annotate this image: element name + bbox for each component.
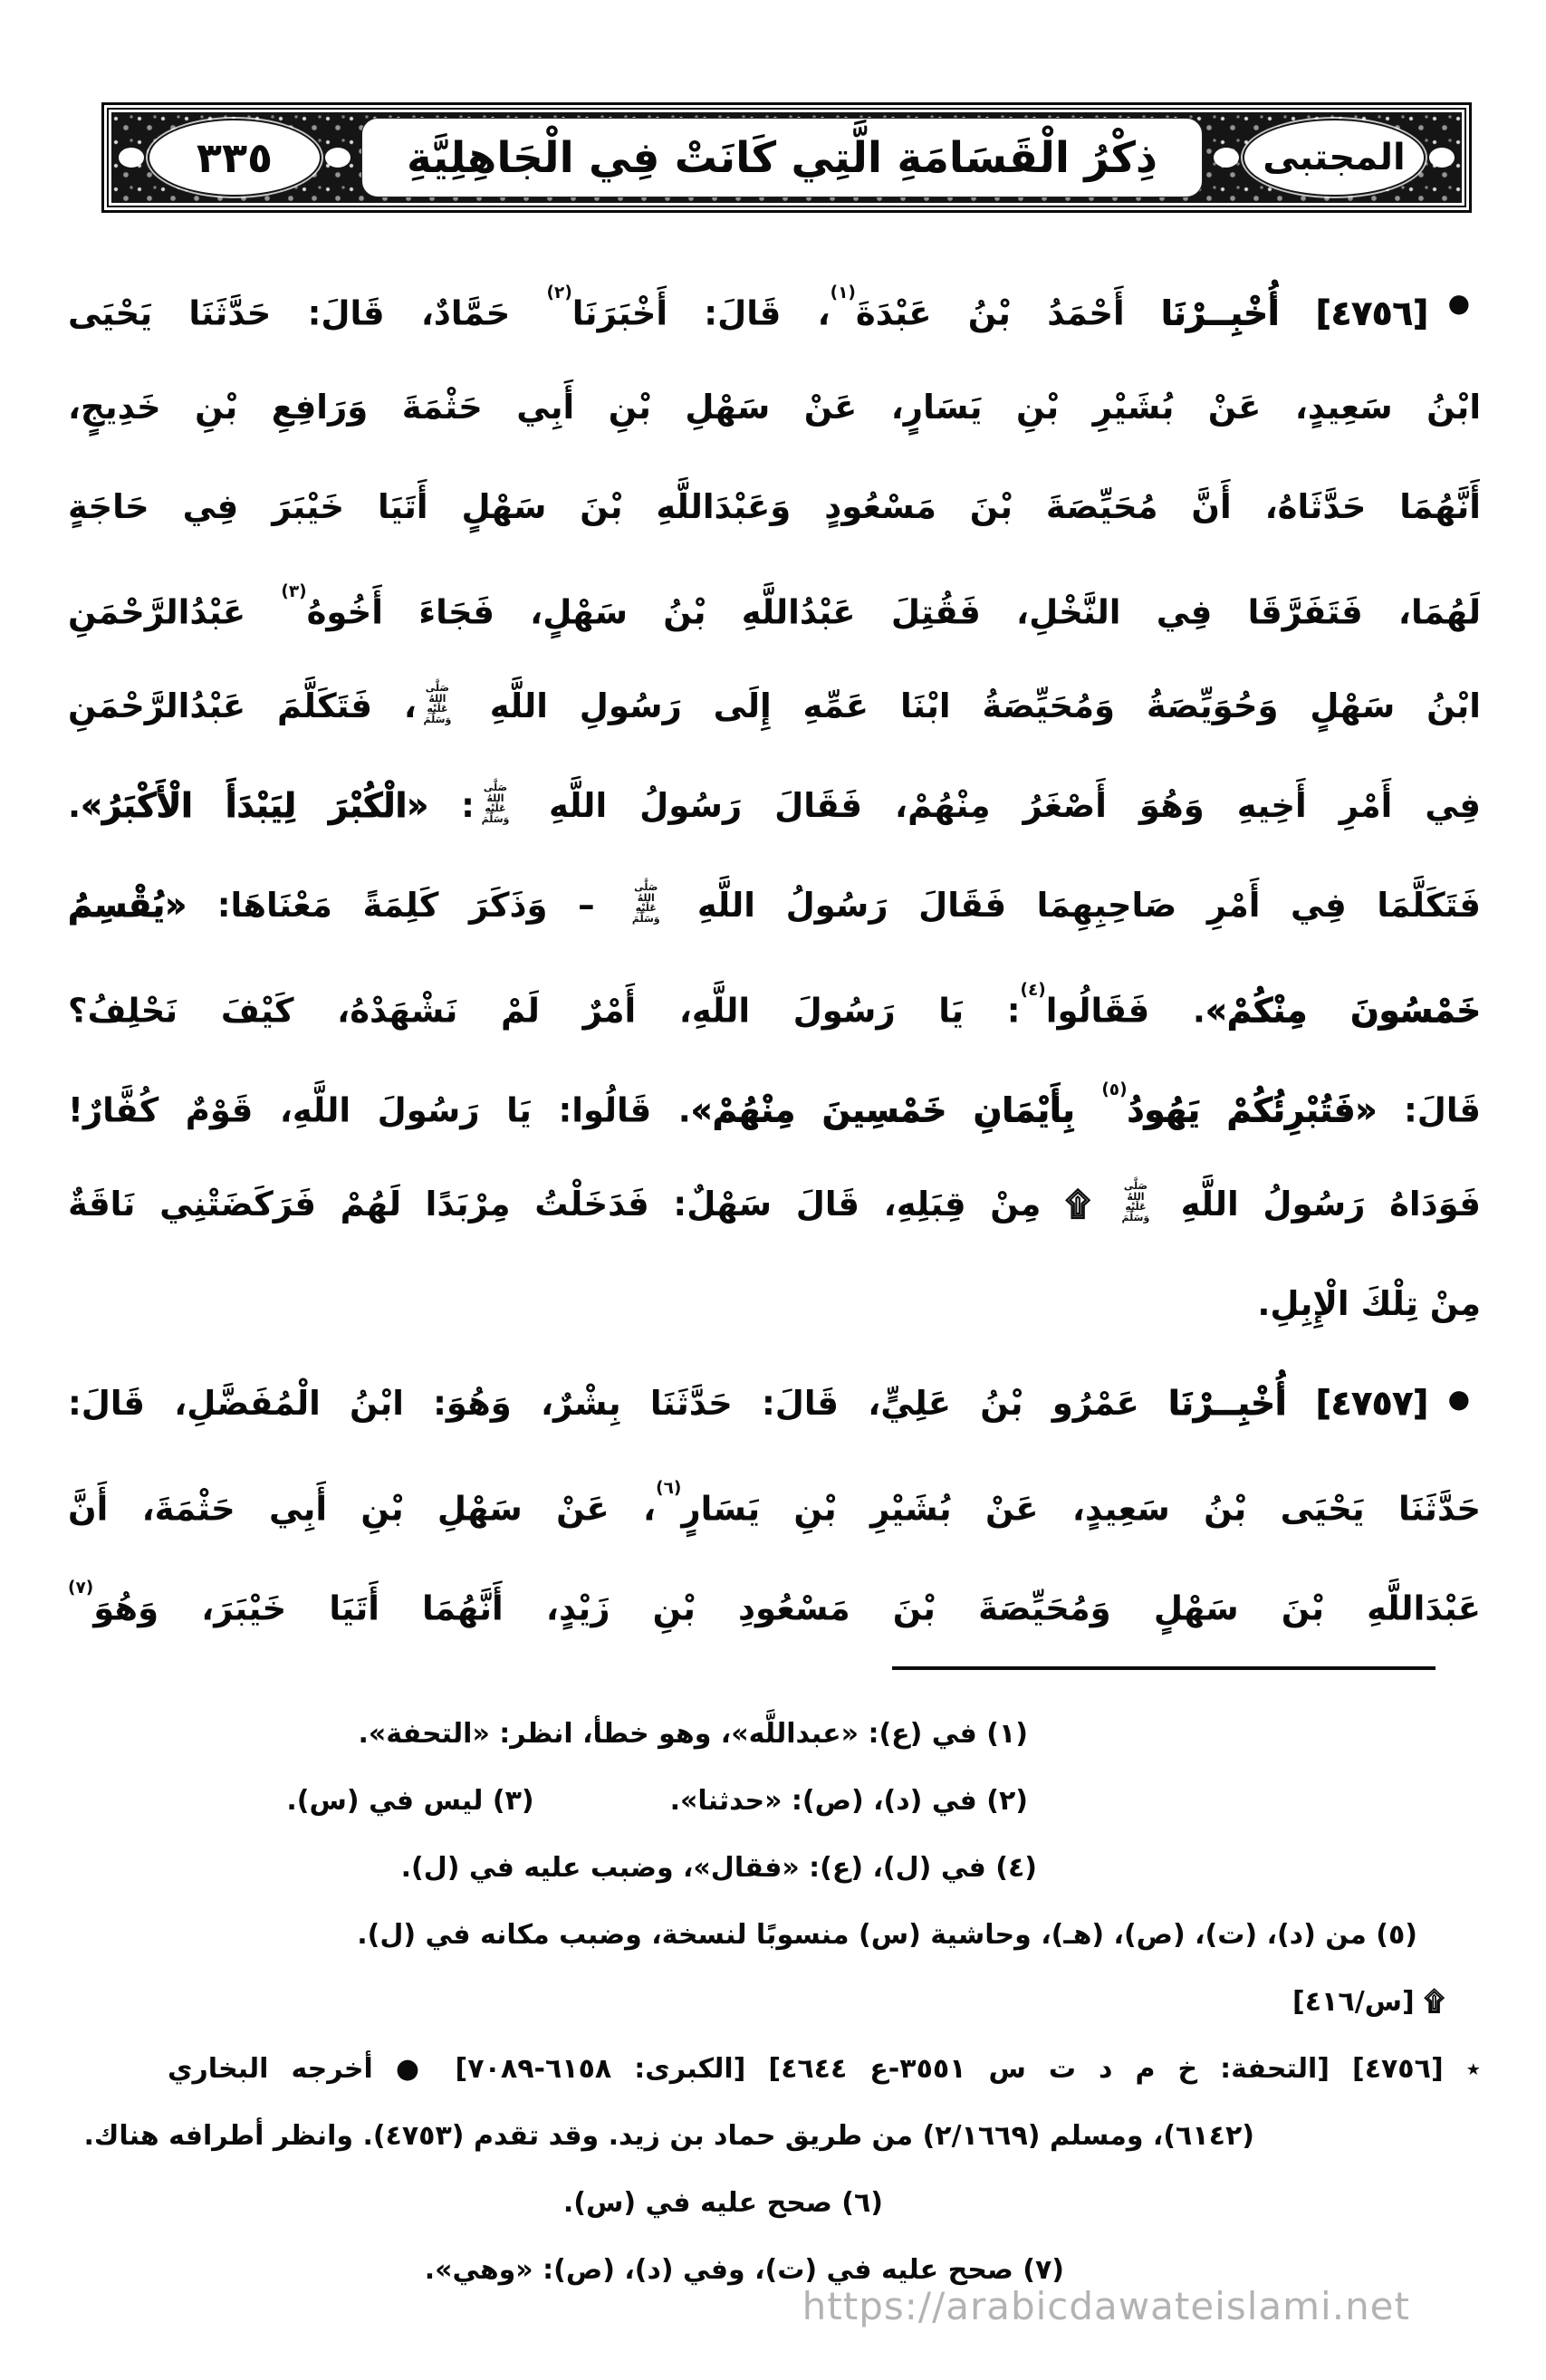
hadith-4757 — [68, 1354, 1481, 1653]
hadith-4756 — [68, 258, 1481, 1354]
emphasized-text: [٤٧٥٧] أُخْبِــرْنَا — [1168, 1384, 1428, 1423]
footnote-ref: (٢) — [546, 283, 572, 303]
saw-symbol: صَلَّى اللهُ عَلَيْهِ وَسَلَّمَ — [1121, 1180, 1150, 1224]
footnote-line: (٧) صحح عليه في (ت)، وفي (د)، (ص): «وهي». — [424, 2254, 1064, 2286]
footnote-line: ۩ [س/٤١٦] — [1292, 1986, 1445, 2018]
page-number-cartouche — [149, 120, 320, 195]
ornament-dot — [1214, 148, 1239, 168]
header-inner-border — [107, 108, 1466, 207]
body-line: عَبْدَاللَّهِ بْنَ سَهْلٍ وَمُحَيِّصَةَ بْنَ مَسْعُودِ بْنِ زَيْدٍ، أَنَّهُمَا أَتَيَا خَيْبَرَ، وَهُوَ$^{(٧)}$ — [68, 1579, 1481, 1628]
footnote-line — [68, 1768, 1481, 1835]
footnote-line: (٤) في (ل)، (ع): «فقال»، وضبب عليه في (ل). — [400, 1852, 1037, 1884]
footnotes — [68, 1701, 1481, 2304]
book-title-cartouche — [1244, 120, 1424, 195]
footnote-ref: (٥) — [1101, 1080, 1128, 1100]
body-line: [٤٧٥٦] أُخْبِــرْنَا أَحْمَدُ بْنُ عَبْدَةَ$^{(١)}$، قَالَ: أَخْبَرَنَا$^{(٢)}$ حَمَّادٌ، قَالَ: حَدَّثَنَا يَحْيَى — [68, 283, 1429, 333]
book-title: المجتبى — [1263, 137, 1406, 178]
body-line: فَوَدَاهُ رَسُولُ اللَّهِ صَلَّى اللهُ عَلَيْهِ وَسَلَّمَ ۩ مِنْ قِبَلِهِ، قَالَ سَهْلٌ: فَدَخَلْتُ مِرْبَدًا لَهُمْ فَرَكَضَتْنِي نَاقَةٌ — [68, 1180, 1481, 1224]
footnote-line: (١) في (ع): «عبداللَّه»، وهو خطأ، انظر: «التحفة». — [358, 1718, 1028, 1750]
footnote-column: (٢) في (د)، (ص): «حدثنا». — [669, 1785, 1028, 1817]
body-line: خَمْسُونَ مِنْكُمْ». فَقَالُوا$^{(٤)}$: يَا رَسُولَ اللَّهِ، أَمْرٌ لَمْ نَشْهَدْهُ، كَيْفَ نَحْلِفُ؟ — [68, 981, 1481, 1031]
body-line: ابْنُ سَعِيدٍ، عَنْ بُشَيْرِ بْنِ يَسَارٍ، عَنْ سَهْلِ بْنِ أَبِي حَثْمَةَ وَرَافِعِ بْنِ خَدِيجٍ، — [68, 388, 1481, 427]
footnote-line: (٦١٤٢)، ومسلم (٢/١٦٦٩) من طريق حماد بن زيد. وقد تقدم (٤٧٥٣). وانظر أطرافه هناك. — [83, 2120, 1254, 2152]
emphasized-text: [٤٧٥٦] أُخْبِــرْنَا — [1161, 293, 1429, 333]
body-text — [68, 258, 1481, 1653]
body-line: حَدَّثَنَا يَحْيَى بْنُ سَعِيدٍ، عَنْ بُشَيْرِ بْنِ يَسَارٍ$^{(٦)}$، عَنْ سَهْلِ بْنِ أَبِي حَثْمَةَ، أَنَّ — [68, 1479, 1481, 1529]
saw-symbol: صَلَّى اللهُ عَلَيْهِ وَسَلَّمَ — [423, 682, 452, 725]
header-ornament-band — [111, 112, 1462, 203]
chapter-title: ذِكْرُ الْقَسَامَةِ الَّتِي كَانَتْ فِي الْجَاهِلِيَّةِ — [406, 132, 1158, 183]
page-number: ٣٣٥ — [196, 133, 274, 182]
watermark-url: https://arabicdawateislami.net — [802, 2284, 1410, 2328]
header-ornament-frame — [101, 102, 1472, 213]
emphasized-text: «فَتُبْرِئُكُمْ يَهُودُ — [1127, 1090, 1378, 1130]
ornament-dot — [119, 148, 144, 168]
saw-symbol: صَلَّى اللهُ عَلَيْهِ وَسَلَّمَ — [631, 881, 660, 925]
footnote-separator — [892, 1666, 1436, 1670]
footnote-ref: (٧) — [68, 1579, 94, 1598]
footnote-ref: (١) — [830, 283, 856, 303]
footnote-line: (٦) صحح عليه في (س). — [562, 2187, 883, 2219]
body-line: فَتَكَلَّمَا فِي أَمْرِ صَاحِبِهِمَا فَقَالَ رَسُولُ اللَّهِ صَلَّى اللهُ عَلَيْهِ وَسَلَّمَ – وَذَكَرَ كَلِمَةً مَعْنَاهَا: «يُقْسِمُ — [68, 881, 1481, 925]
body-line: فِي أَمْرِ أَخِيهِ وَهُوَ أَصْغَرُ مِنْهُمْ، فَقَالَ رَسُولُ اللَّهِ صَلَّى اللهُ عَلَيْهِ وَسَلَّمَ: «الْكُبْرَ لِيَبْدَأَ الْأَكْبَرُ». — [68, 782, 1481, 825]
emphasized-text: «الْكُبْرَ لِيَبْدَأَ الْأَكْبَرُ» — [81, 786, 429, 825]
emphasized-text: خَمْسُونَ مِنْكُمْ» — [1205, 991, 1481, 1031]
footnote-line: (٥) من (د)، (ت)، (ص)، (هـ)، وحاشية (س) منسوبًا لنسخة، وضبب مكانه في (ل). — [357, 1919, 1417, 1951]
footnote-line: ٭ [٤٧٥٦] [التحفة: خ م د ت س ٣٥٥١-ع ٤٦٤٤] [الكبرى: ٦١٥٨-٧٠٨٩] ● أخرجه البخاري — [168, 2053, 1481, 2085]
emphasized-text: «يُقْسِمُ — [68, 886, 187, 925]
saw-symbol: صَلَّى اللهُ عَلَيْهِ وَسَلَّمَ — [481, 782, 510, 825]
ornament-dot — [1429, 148, 1455, 168]
body-line: لَهُمَا، فَتَفَرَّقَا فِي النَّخْلِ، فَقُتِلَ عَبْدُاللَّهِ بْنُ سَهْلٍ، فَجَاءَ أَخُوهُ$^{(٣)}$ عَبْدُالرَّحْمَنِ — [68, 582, 1481, 632]
body-line: أَنَّهُمَا حَدَّثَاهُ، أَنَّ مُحَيِّصَةَ بْنَ مَسْعُودٍ وَعَبْدَاللَّهِ بْنَ سَهْلٍ أَتَيَا خَيْبَرَ فِي حَاجَةٍ — [68, 487, 1481, 526]
emphasized-text: بِأَيْمَانِ خَمْسِينَ مِنْهُمْ» — [690, 1090, 1075, 1130]
footnote-column: (٣) ليس في (س). — [286, 1785, 534, 1817]
header-left-cell — [111, 112, 358, 203]
ornament-dot — [325, 148, 350, 168]
paragraph-bullet: ● — [1447, 1384, 1470, 1414]
chapter-title-panel — [361, 118, 1203, 197]
body-line: ابْنُ سَهْلٍ وَحُوَيِّصَةُ وَمُحَيِّصَةُ ابْنَا عَمِّهِ إِلَى رَسُولِ اللَّهِ صَلَّى اللهُ عَلَيْهِ وَسَلَّمَ، فَتَكَلَّمَ عَبْدُالرَّحْمَنِ — [68, 682, 1481, 725]
footnote-ref: (٤) — [1020, 981, 1046, 1001]
body-line: مِنْ تِلْكَ الْإِبِلِ. — [1257, 1284, 1481, 1323]
header-right-cell — [1206, 112, 1462, 203]
footnote-ref: (٣) — [281, 582, 307, 602]
body-line: قَالَ: «فَتُبْرِئُكُمْ يَهُودُ$^{(٥)}$ بِأَيْمَانِ خَمْسِينَ مِنْهُمْ». قَالُوا: يَا رَسُولَ اللَّهِ، قَوْمٌ كُفَّارٌ! — [68, 1080, 1481, 1130]
body-line: [٤٧٥٧] أُخْبِــرْنَا عَمْرُو بْنُ عَلِيٍّ، قَالَ: حَدَّثَنَا بِشْرٌ، وَهُوَ: ابْنُ الْمُفَضَّلِ، قَالَ: — [68, 1384, 1428, 1423]
footnote-ref: (٦) — [656, 1479, 682, 1499]
paragraph-bullet: ● — [1447, 288, 1470, 318]
